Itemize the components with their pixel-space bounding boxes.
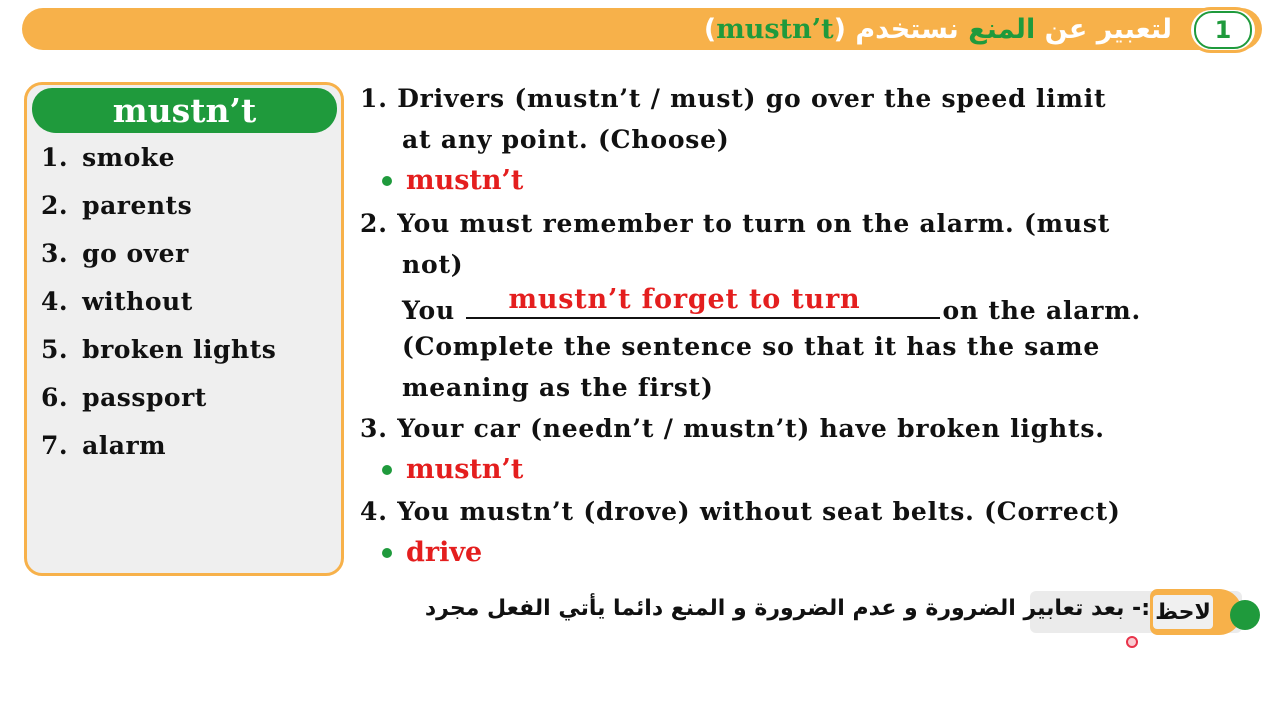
bullet-icon	[382, 465, 392, 475]
vocab-item-word: without	[82, 286, 193, 316]
vocab-item	[41, 277, 276, 325]
question-2-fill-answer: mustn’t forget to turn	[508, 284, 861, 315]
header-title	[704, 8, 1172, 50]
vocab-item	[41, 181, 276, 229]
vocab-item	[41, 229, 276, 277]
header-banner	[22, 8, 1262, 50]
question-1-answer	[382, 160, 523, 201]
title-open-paren: (	[833, 13, 846, 45]
vocab-item-number: 5.	[41, 334, 69, 364]
vocab-item-word: smoke	[82, 142, 176, 172]
question-4-line-1: 4. You mustn’t (drove) without seat belts. (Correct)	[360, 497, 1121, 526]
note-label: لاحظ	[1153, 595, 1213, 629]
question-1-answer-text: mustn’t	[406, 165, 524, 196]
bullet-icon	[382, 548, 392, 558]
question-2-line-2: not)	[402, 250, 464, 279]
note-dot-icon	[1230, 600, 1260, 630]
question-2-line-5: meaning as the first)	[402, 373, 714, 402]
title-keyword: mustn’t	[716, 13, 834, 45]
question-2-prefix: You	[402, 296, 455, 325]
vocab-item-number: 6.	[41, 382, 69, 412]
title-part2: المنع	[968, 13, 1036, 45]
vocab-item-number: 7.	[41, 430, 69, 460]
vocab-item-word: alarm	[82, 430, 167, 460]
section-number: 1	[1194, 11, 1252, 49]
vocab-item	[41, 373, 276, 421]
vocab-item-word: broken lights	[82, 334, 277, 364]
question-3-line-1: 3. Your car (needn’t / mustn’t) have broken lights.	[360, 414, 1105, 443]
question-1-line-1: 1. Drivers (mustn’t / must) go over the speed limit	[360, 84, 1107, 113]
vocab-heading: mustn’t	[32, 88, 337, 133]
title-part3: نستخدم	[855, 13, 959, 45]
vocab-item-number: 3.	[41, 238, 69, 268]
title-close-paren: )	[703, 13, 717, 45]
question-2-line-4: (Complete the sentence so that it has the same	[402, 332, 1101, 361]
question-4-answer	[382, 532, 482, 573]
vocab-item	[41, 325, 276, 373]
vocab-item-word: go over	[82, 238, 189, 268]
vocab-item-word: parents	[82, 190, 193, 220]
title-part1: لتعبير عن	[1044, 13, 1172, 45]
question-4-answer-text: drive	[406, 537, 483, 568]
question-2-blank	[466, 285, 940, 319]
question-3-answer-text: mustn’t	[406, 454, 524, 485]
question-2-line-3	[402, 285, 1141, 331]
vocab-item	[41, 421, 276, 469]
note-text: :- بعد تعابير الضرورة و عدم الضرورة و المنع دائما يأتي الفعل مجرد	[424, 596, 1150, 621]
cursor-pointer-icon	[1126, 636, 1138, 648]
vocab-item-number: 1.	[41, 142, 69, 172]
vocab-list	[41, 133, 276, 469]
vocab-item-number: 2.	[41, 190, 69, 220]
bullet-icon	[382, 176, 392, 186]
vocab-item-number: 4.	[41, 286, 69, 316]
question-2-suffix: on the alarm.	[942, 296, 1141, 325]
question-2-line-1: 2. You must remember to turn on the alarm. (must	[360, 209, 1111, 238]
vocab-item	[41, 133, 276, 181]
question-1-line-2: at any point. (Choose)	[402, 125, 730, 154]
vocab-item-word: passport	[82, 382, 207, 412]
section-number-badge	[1188, 7, 1258, 53]
question-3-answer	[382, 449, 523, 490]
vocab-box	[24, 82, 344, 576]
